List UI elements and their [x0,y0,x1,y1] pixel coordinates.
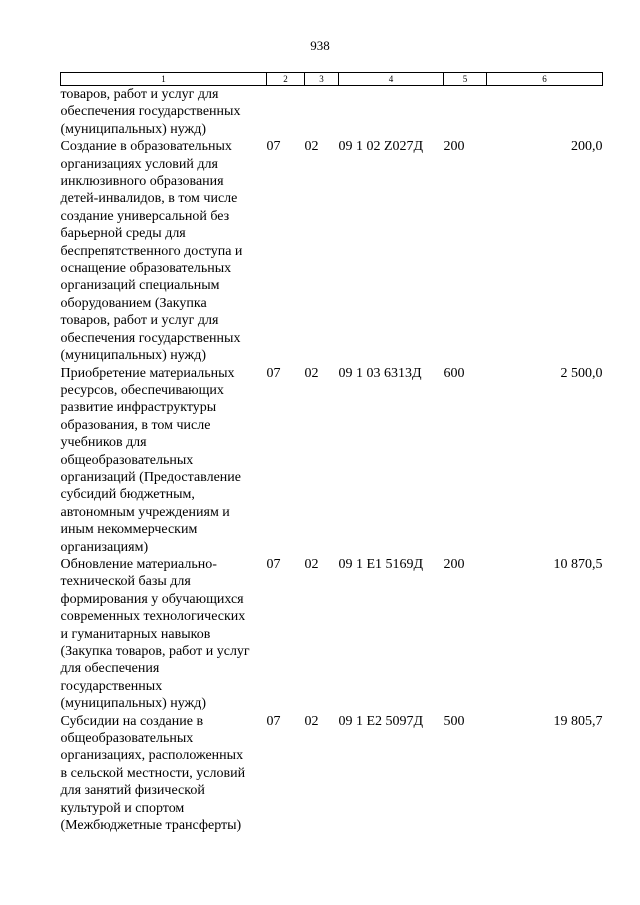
table-row [61,365,603,556]
row-expense-type-code: 200 [443,556,465,572]
row-section-code: 07 [266,556,281,572]
table-row [61,713,603,835]
row-description: товаров, работ и услуг для обеспечения государственных (муниципальных) нужд) [60,87,241,137]
row-description: Приобретение материальных ресурсов, обеспечивающих развитие инфраструктуры образования, в том числе учебников для общеобразовательных организаций (Предоставление субсидий бюджетным, автономным учреждениям и иным некоммерческим организациям) [60,365,241,555]
row-expense-type-code: 200 [443,139,465,155]
row-subsection-code: 02 [304,556,319,572]
row-subsection-code: 02 [304,713,319,729]
table-row [61,138,603,364]
column-header-6: 6 [487,73,603,86]
row-section-code: 07 [266,713,281,729]
row-expense-type-code: 600 [443,365,465,381]
row-subsection-code: 02 [304,139,319,155]
row-target-article-code: 09 1 03 6313Д [338,365,422,381]
row-amount: 200,0 [571,139,603,155]
row-amount: 2 500,0 [560,365,603,381]
row-description: Субсидии на создание в общеобразовательных организациях, расположенных в сельской местности, условий для занятий физической культурой и спортом (Межбюджетные трансферты) [60,713,246,834]
row-amount: 19 805,7 [553,713,603,729]
row-section-code: 07 [266,139,281,155]
column-header-5: 5 [444,73,487,86]
row-target-article-code: 09 1 02 Z027Д [338,139,424,155]
table-row [61,556,603,713]
row-amount: 10 870,5 [553,556,603,572]
table-row-continuation [61,86,603,139]
column-header-3: 3 [305,73,339,86]
column-header-2: 2 [267,73,305,86]
row-section-code: 07 [266,365,281,381]
row-expense-type-code: 500 [443,713,465,729]
table-header-row [61,73,603,86]
row-target-article-code: 09 1 E1 5169Д [338,556,424,572]
page-number: 938 [310,38,330,53]
row-description: Создание в образовательных организациях условий для инклюзивного образования детей-инвалидов, в том числе создание универсальной без барьерной среды для беспрепятственного доступа и оснащение образовательных организаций специальным оборудованием (Закупка товаров, работ и услуг для обеспечения государственных (муниципальных) нужд) [60,139,243,364]
column-header-1: 1 [61,73,267,86]
row-description: Обновление материально- технической базы для формирования у обучающихся современных технологических и гуманитарных навыков (Закупка товаров, работ и услуг для обеспечения государственных (муниципальных) нужд) [60,556,250,712]
row-target-article-code: 09 1 E2 5097Д [338,713,424,729]
column-header-4: 4 [339,73,444,86]
row-subsection-code: 02 [304,365,319,381]
budget-table [60,72,603,834]
